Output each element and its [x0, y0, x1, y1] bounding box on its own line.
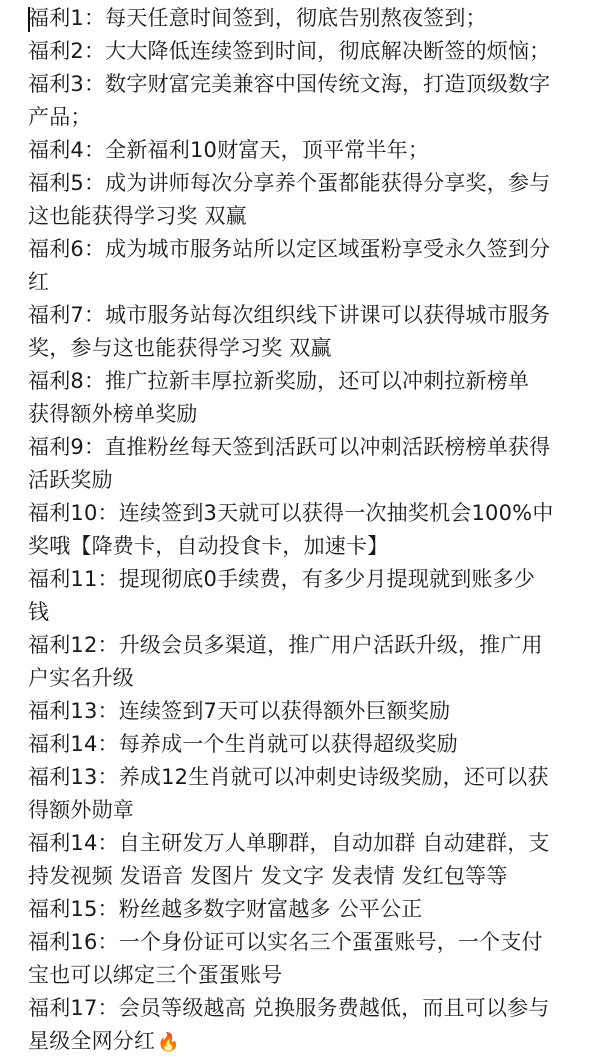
- text-line: 福利1：每天任意时间签到，彻底告别熬夜签到；: [28, 6, 487, 30]
- text-line: 奖哦【降费卡，自动投食卡，加速卡】: [28, 534, 389, 558]
- text-line: 福利15：粉丝越多数字财富越多 公平公正: [28, 897, 423, 921]
- text-line: 福利4：全新福利10财富天，顶平常半年；: [28, 138, 430, 162]
- text-line: 福利12：升级会员多渠道，推广用户活跃升级，推广用: [28, 633, 543, 657]
- text-line: 福利17：会员等级越高 兑换服务费越低，而且可以参与: [28, 996, 550, 1020]
- text-line: 红: [28, 270, 50, 294]
- text-line: 福利11：提现彻底0手续费，有多少月提现就到账多少: [28, 567, 536, 591]
- text-line: 钱: [28, 600, 50, 624]
- text-line: 福利6：成为城市服务站所以定区域蛋粉享受永久签到分: [28, 237, 551, 261]
- text-line: 福利10：连续签到3天就可以获得一次抽奖机会100%中: [28, 501, 554, 525]
- text-line: 活跃奖励: [28, 468, 113, 492]
- fire-icon: 🔥: [157, 1032, 180, 1053]
- text-line: 产品；: [28, 105, 92, 129]
- text-line: 得额外勋章: [28, 798, 134, 822]
- text-line: 福利5：成为讲师每次分享养个蛋都能获得分享奖，参与: [28, 171, 551, 195]
- text-line: 奖，参与这也能获得学习奖 双赢: [28, 336, 332, 360]
- text-line: 福利13：养成12生肖就可以冲刺史诗级奖励，还可以获: [28, 765, 549, 789]
- text-line: 福利16：一个身份证可以实名三个蛋蛋账号，一个支付: [28, 930, 543, 954]
- text-line-last: [28, 1025, 228, 1057]
- text-line: 福利3：数字财富完美兼容中国传统文海，打造顶级数字: [28, 72, 551, 96]
- text-line: 福利8：推广拉新丰厚拉新奖励，还可以冲刺拉新榜单: [28, 369, 530, 393]
- text-line: 宝也可以绑定三个蛋蛋账号: [28, 963, 283, 987]
- text-line: 福利13：连续签到7天可以获得额外巨额奖励: [28, 699, 451, 723]
- text-line: 获得额外榜单奖励: [28, 402, 198, 426]
- text-line: 福利2：大大降低连续签到时间，彻底解决断签的烦恼；: [28, 39, 551, 63]
- text-line: 户实名升级: [28, 666, 134, 690]
- text-line-content: 星级全网分红: [28, 1029, 156, 1053]
- text-line: 福利7：城市服务站每次组织线下讲课可以获得城市服务: [28, 303, 551, 327]
- text-line: 福利9：直推粉丝每天签到活跃可以冲刺活跃榜榜单获得: [28, 435, 551, 459]
- text-line: 福利14：自主研发万人单聊群，自动加群 自动建群，支: [28, 831, 550, 855]
- text-line: 福利14：每养成一个生肖就可以获得超级奖励: [28, 732, 458, 756]
- text-line: 这也能获得学习奖 双赢: [28, 204, 247, 228]
- text-line: 持发视频 发语音 发图片 发文字 发表情 发红包等等: [28, 864, 508, 888]
